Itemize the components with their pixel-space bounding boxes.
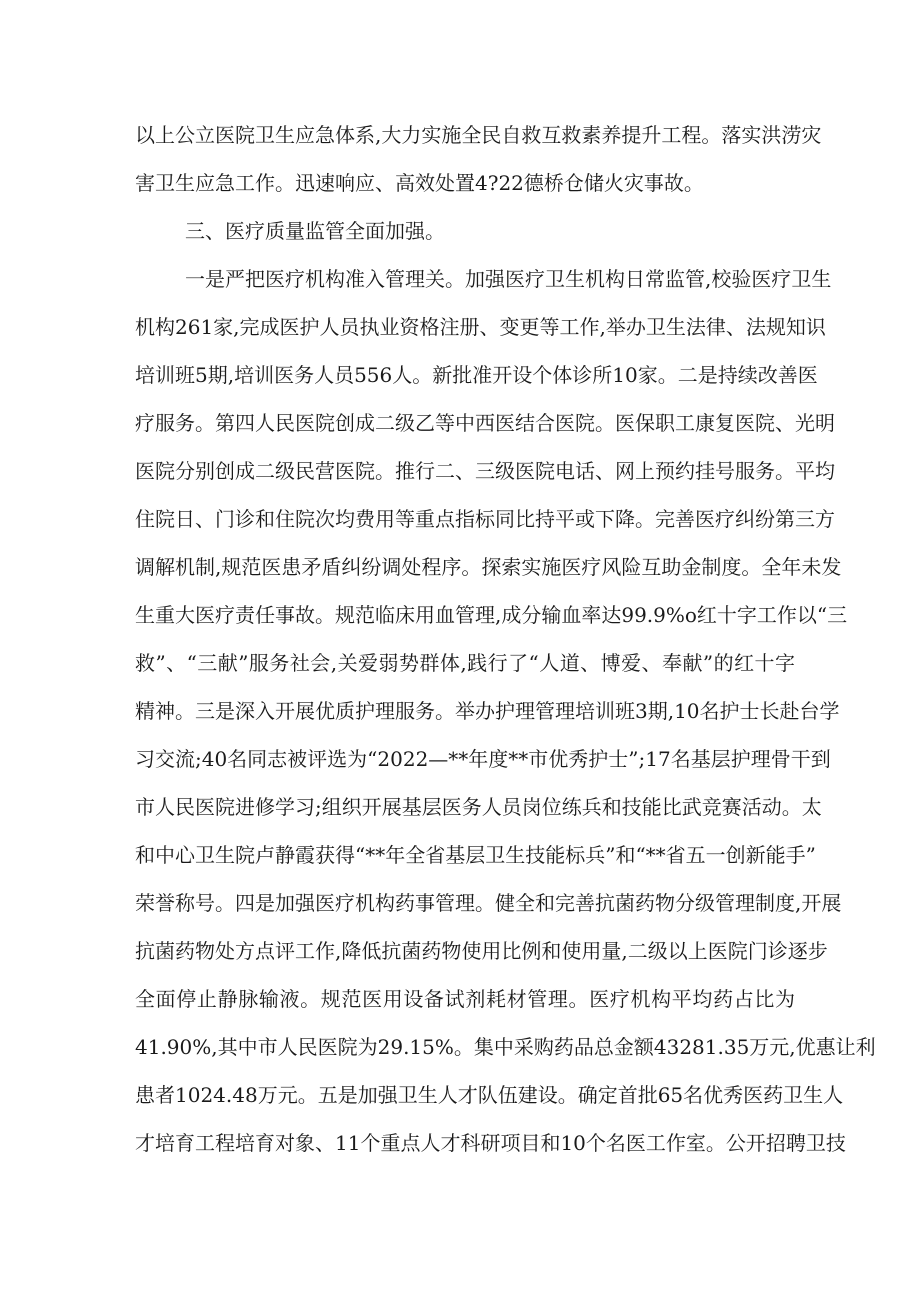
text-line: 调解机制,规范医患矛盾纠纷调处程序。探索实施医疗风险互助金制度。全年未发	[135, 555, 842, 579]
text-line: 以上公立医院卫生应急体系,大力实施全民自救互救素养提升工程。落实洪涝灾	[135, 123, 822, 147]
text-line: 疗服务。第四人民医院创成二级乙等中西医结合医院。医保职工康复医院、光明	[135, 411, 835, 435]
text-line: 才培育工程培育对象、11个重点人才科研项目和10个名医工作室。公开招聘卫技	[135, 1131, 846, 1155]
text-line: 习交流;40名同志被评选为“2022—**年度**市优秀护士”;17名基层护理骨干到	[135, 747, 831, 771]
text-line: 全面停止静脉输液。规范医用设备试剂耗材管理。医疗机构平均药占比为	[135, 987, 795, 1011]
text-line: 害卫生应急工作。迅速响应、高效处置4?22德桥仓储火灾事故。	[135, 171, 704, 195]
text-line: 抗菌药物处方点评工作,降低抗菌药物使用比例和使用量,二级以上医院门诊逐步	[135, 939, 828, 963]
text-line: 培训班5期,培训医务人员556人。新批准开设个体诊所10家。二是持续改善医	[135, 363, 818, 387]
text-line: 机构261家,完成医护人员执业资格注册、变更等工作,举办卫生法律、法规知识	[135, 315, 826, 339]
text-line: 精神。三是深入开展优质护理服务。举办护理管理培训班3期,10名护士长赴台学	[135, 699, 840, 723]
text-line: 荣誉称号。四是加强医疗机构药事管理。健全和完善抗菌药物分级管理制度,开展	[135, 891, 842, 915]
text-line: 和中心卫生院卢静霞获得“**年全省基层卫生技能标兵”和“**省五一创新能手”	[135, 843, 816, 867]
text-line: 医院分别创成二级民营医院。推行二、三级医院电话、网上预约挂号服务。平均	[135, 459, 835, 483]
text-line: 一是严把医疗机构准入管理关。加强医疗卫生机构日常监管,校验医疗卫生	[185, 267, 832, 291]
section-heading: 三、医疗质量监管全面加强。	[185, 219, 445, 243]
text-line: 救”、“三献”服务社会,关爱弱势群体,践行了“人道、博爱、奉献”的红十字	[135, 651, 795, 675]
text-line: 41.90%,其中市人民医院为29.15%。集中采购药品总金额43281.35万元,优惠让利	[135, 1035, 876, 1059]
text-line: 生重大医疗责任事故。规范临床用血管理,成分输血率达99.9%o红十字工作以“三	[135, 603, 848, 627]
text-line: 住院日、门诊和住院次均费用等重点指标同比持平或下降。完善医疗纠纷第三方	[135, 507, 835, 531]
text-line: 市人民医院进修学习;组织开展基层医务人员岗位练兵和技能比武竞赛活动。太	[135, 795, 822, 819]
text-line: 患者1024.48万元。五是加强卫生人才队伍建设。确定首批65名优秀医药卫生人	[135, 1083, 844, 1107]
